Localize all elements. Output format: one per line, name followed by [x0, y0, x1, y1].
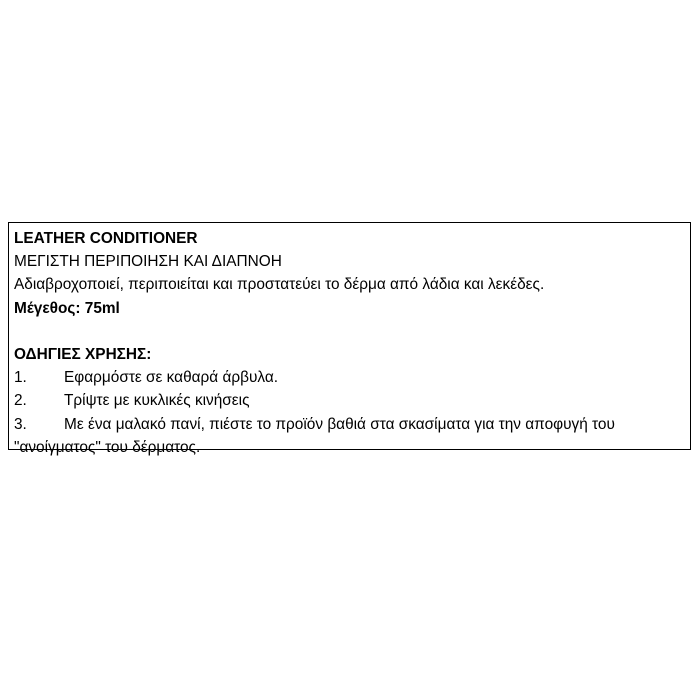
product-label-box	[8, 222, 691, 456]
product-description: Αδιαβροχοποιεί, περιποιείται και προστατεύει το δέρμα από λάδια και λεκέδες.	[14, 276, 545, 294]
product-name: LEATHER CONDITIONER	[14, 230, 198, 247]
step-number: 3.	[14, 415, 27, 433]
step-number: 1.	[14, 369, 27, 387]
section-spacer	[14, 320, 686, 343]
instruction-step	[14, 413, 686, 459]
step-number: 2.	[14, 392, 27, 410]
instruction-step	[14, 366, 686, 389]
instruction-step	[14, 389, 686, 412]
instructions-heading: ΟΔΗΓΙΕΣ ΧΡΗΣΗΣ:	[14, 345, 152, 363]
step-text: Τρίψτε με κυκλικές κινήσεις	[64, 392, 250, 410]
product-subtitle: ΜΕΓΙΣΤΗ ΠΕΡΙΠΟΙΗΣΗ ΚΑΙ ΔΙΑΠΝΟΗ	[14, 253, 282, 271]
step-text: Εφαρμόστε σε καθαρά άρβυλα.	[64, 369, 279, 387]
product-size: Μέγεθος: 75ml	[14, 299, 120, 317]
step-text: Με ένα μαλακό πανί, πιέστε το προϊόν βαθιά στα σκασίματα για την αποφυγή του "ανοίγματος" του δέρματος.	[14, 415, 615, 456]
